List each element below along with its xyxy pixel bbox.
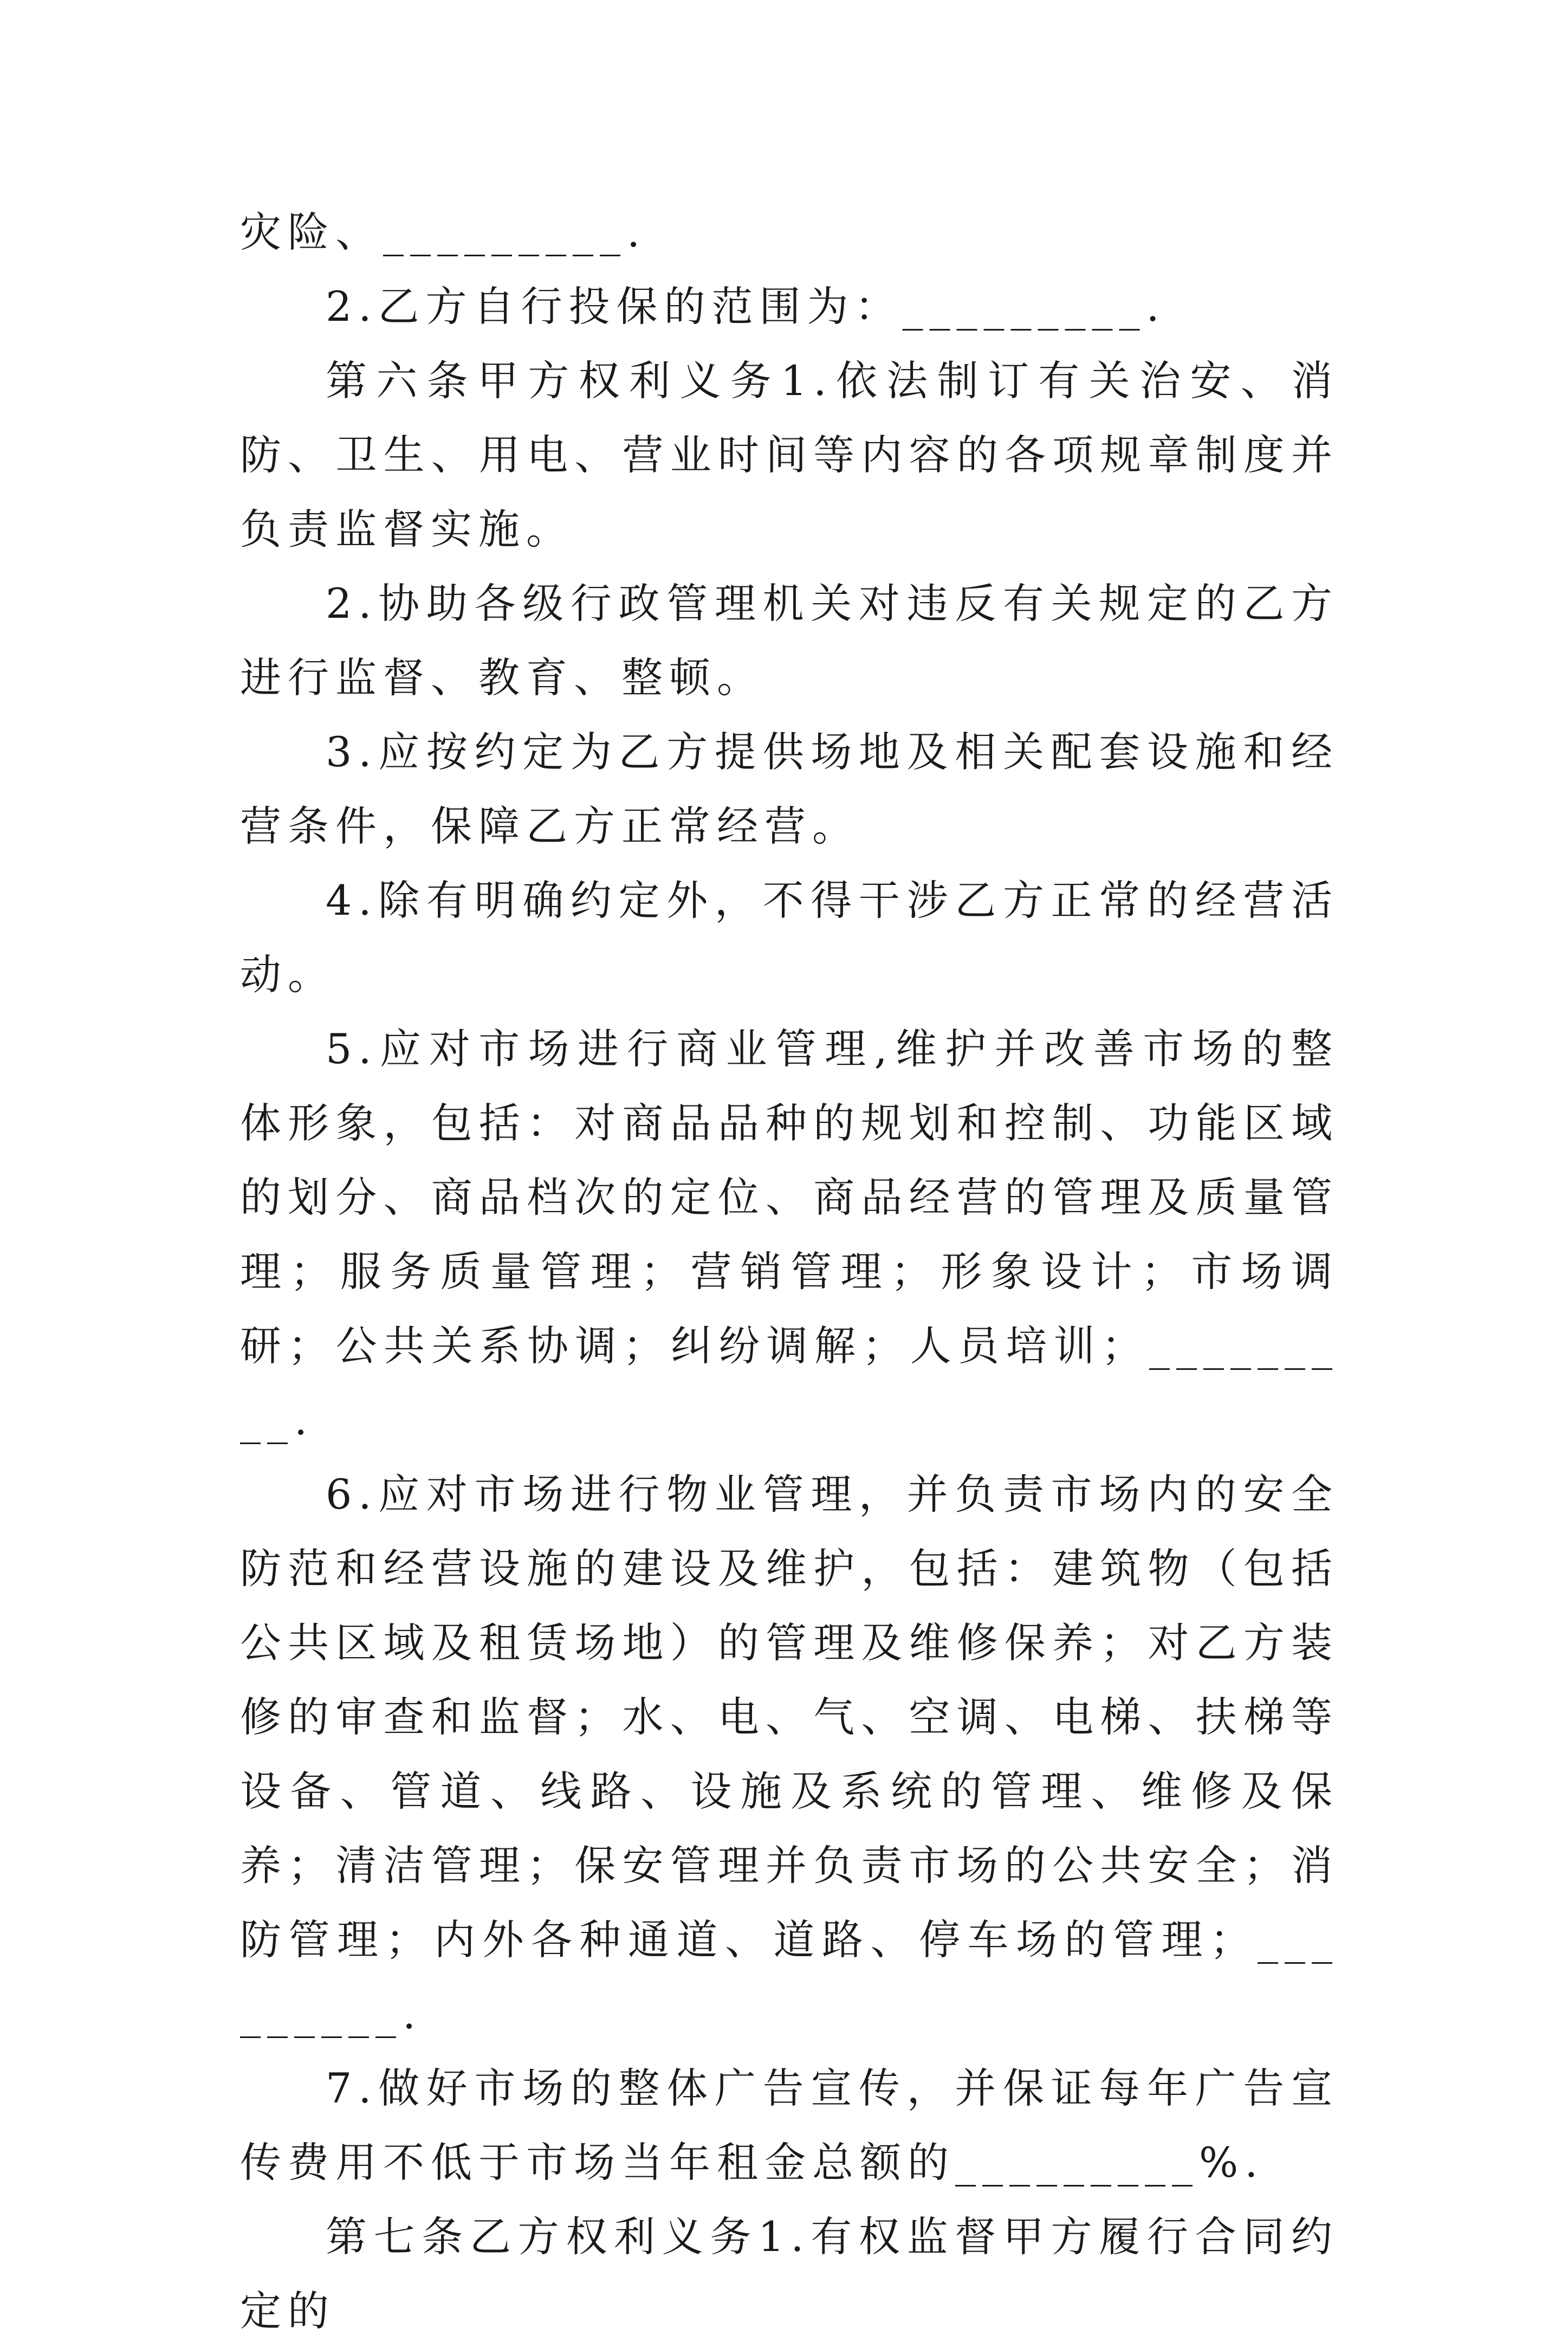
paragraph-article-7-item-1: 第七条乙方权利义务1.有权监督甲方履行合同约定的 bbox=[240, 2213, 1339, 2335]
paragraph-article-6-item-6: 6.应对市场进行物业管理，并负责市场内的安全防范和经营设施的建设及维护，包括：建筑物（包括公共区域及租赁场地）的管理及维修保养；对乙方装修的审查和监督；水、电、气、空调、电梯、扶梯等设备、管道、线路、设施及系统的管理、维修及保养；清洁管理；保安管理并负责市场的公共安全；消防管理；内外各种通道、道路、停车场的管理；_________. bbox=[240, 1470, 1339, 2038]
paragraph-article-6-item-4: 4.除有明确约定外，不得干涉乙方正常的经营活动。 bbox=[240, 876, 1339, 999]
paragraph-insurance-scope: 2.乙方自行投保的范围为：_________. bbox=[326, 282, 1166, 331]
paragraph-article-6-item-3: 3.应按约定为乙方提供场地及相关配套设施和经营条件，保障乙方正常经营。 bbox=[240, 728, 1339, 850]
paragraph-article-6-item-5: 5.应对市场进行商业管理,维护并改善市场的整体形象，包括：对商品品种的规划和控制、功能区域的划分、商品档次的定位、商品经营的管理及质量管理；服务质量管理；营销管理；形象设计；市场调研；公共关系协调；纠纷调解；人员培训；_________. bbox=[240, 1025, 1339, 1444]
document-body bbox=[240, 195, 1339, 2348]
paragraph-article-6-item-7: 7.做好市场的整体广告宣传，并保证每年广告宣传费用不低于市场当年租金总额的_________%. bbox=[240, 2064, 1339, 2187]
paragraph-continuation: 灾险、_________. bbox=[240, 208, 647, 256]
paragraph-article-6-item-1: 第六条甲方权利义务1.依法制订有关治安、消防、卫生、用电、营业时间等内容的各项规章制度并负责监督实施。 bbox=[240, 357, 1339, 553]
paragraph-article-6-item-2: 2.协助各级行政管理机关对违反有关规定的乙方进行监督、教育、整顿。 bbox=[240, 579, 1339, 702]
